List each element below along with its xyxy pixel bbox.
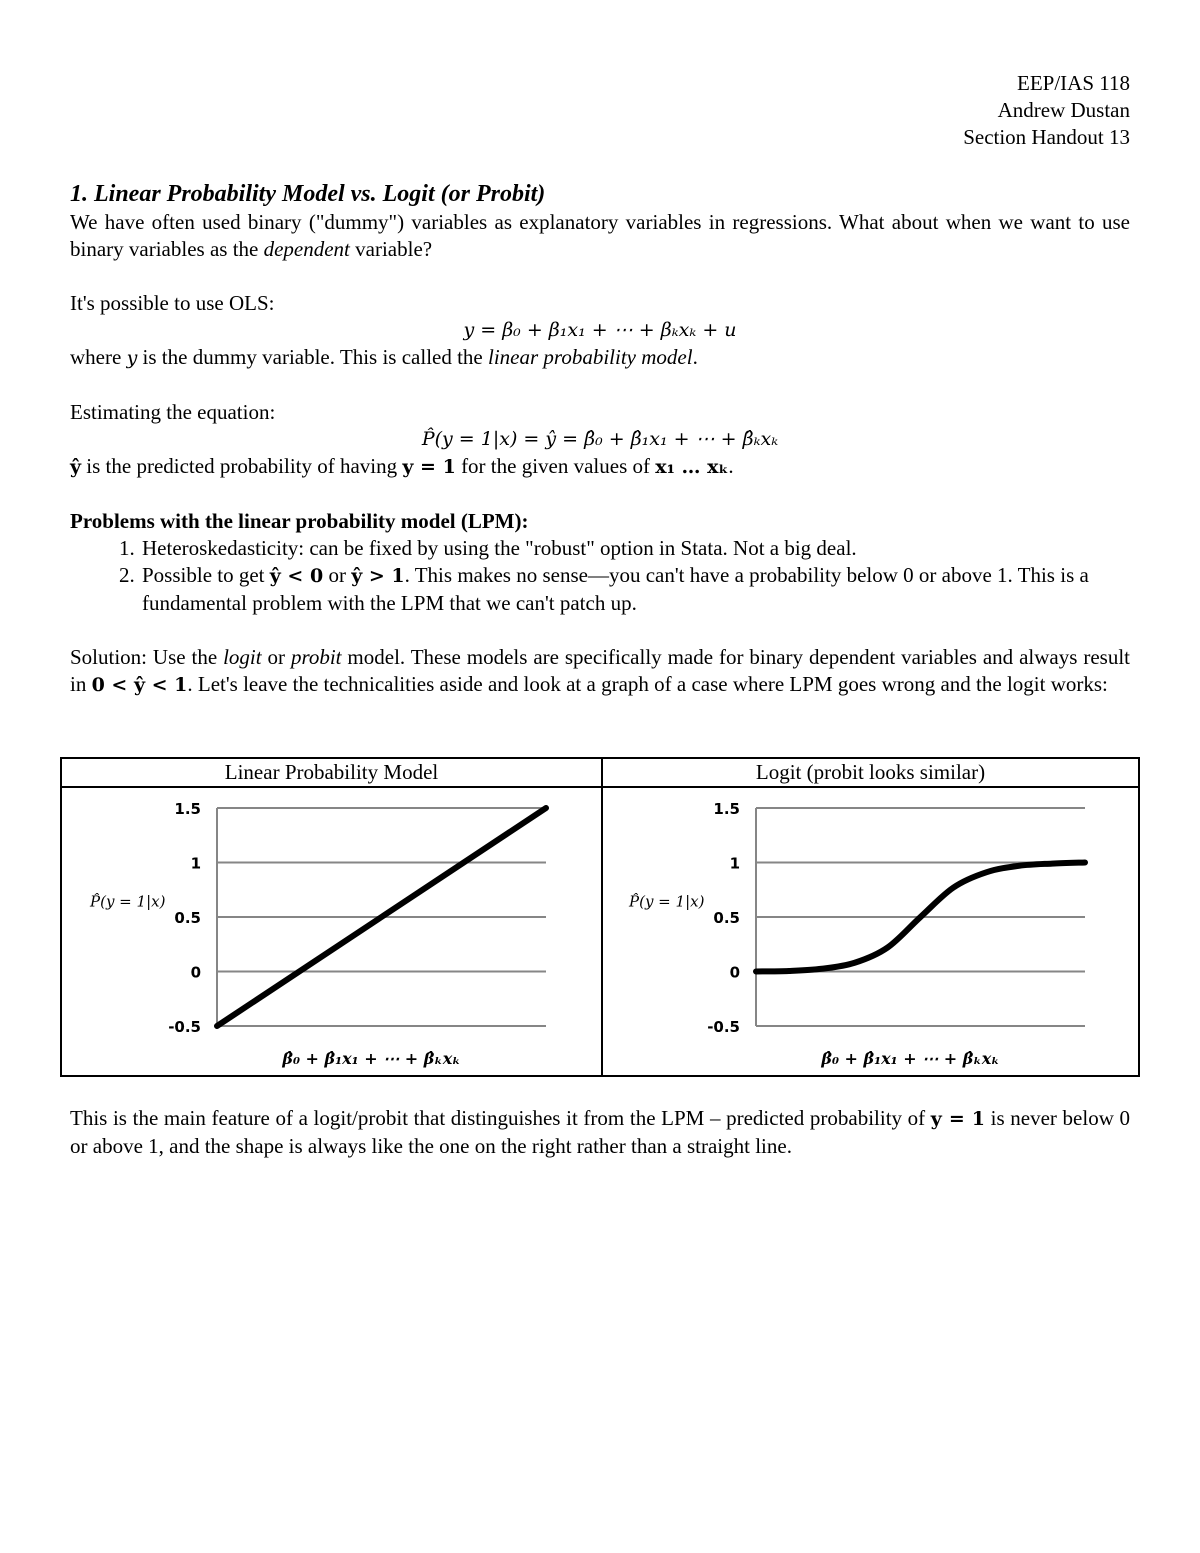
y-tick-label: 1.5 bbox=[174, 800, 201, 818]
chart-title: Logit (probit looks similar) bbox=[601, 759, 1140, 788]
lpm-chart-cell bbox=[62, 759, 603, 1075]
yhat-greater-one: ŷ > 1 bbox=[351, 565, 405, 587]
lpm-term: linear probability model bbox=[488, 345, 693, 369]
y-tick-label: 0 bbox=[190, 963, 201, 982]
closing-paragraph bbox=[70, 1105, 1130, 1160]
prediction-end: . bbox=[728, 454, 734, 478]
y-tick-label: 0.5 bbox=[713, 909, 740, 927]
prediction-text-2: for the given values of bbox=[455, 454, 656, 478]
where-line bbox=[70, 344, 1130, 372]
intro-end: variable? bbox=[349, 237, 433, 261]
author-name: Andrew Dustan bbox=[997, 98, 1130, 122]
closing-text: This is the main feature of a logit/probit that distinguishes it from the LPM – predicted probability of bbox=[70, 1106, 931, 1130]
y-tick-label: 1 bbox=[729, 854, 740, 873]
problems-list bbox=[70, 535, 1130, 617]
logit-chart bbox=[601, 788, 1140, 1075]
prediction-line bbox=[70, 453, 1130, 481]
prediction-text: is the predicted probability of having bbox=[81, 454, 403, 478]
lpm-chart bbox=[62, 788, 599, 1075]
y-tick-label: 1 bbox=[190, 854, 201, 873]
section-title: 1. Linear Probability Model vs. Logit (or Probit) bbox=[70, 181, 546, 207]
y-equals-one: y = 1 bbox=[402, 456, 456, 478]
item2-text: Possible to get bbox=[142, 563, 270, 587]
intro-paragraph bbox=[70, 209, 1130, 263]
ols-equation: y = β₀ + β₁x₁ + ⋯ + βₖxₖ + u bbox=[463, 319, 737, 341]
y-tick-label: 0 bbox=[729, 963, 740, 982]
intro-emphasis: dependent bbox=[263, 237, 350, 261]
ols-line: It's possible to use OLS: bbox=[70, 291, 275, 315]
solution-or: or bbox=[261, 645, 291, 669]
solution-text-3: . Let's leave the technicalities aside and look at a graph of a case where LPM goes wrong and the logit works: bbox=[187, 672, 1108, 696]
problems-heading: Problems with the linear probability model (LPM): bbox=[70, 509, 529, 533]
closing-text-2: is never below 0 or above 1, and the shape is always like the one on the right rather than a straight line. bbox=[70, 1106, 1130, 1158]
charts-table bbox=[60, 757, 1140, 1077]
x-axis-label: β̂₀ + β̂₁x₁ + ⋯ + β̂ₖxₖ bbox=[821, 1049, 1000, 1068]
list-item bbox=[140, 562, 1130, 617]
solution-text-2: model. These models are specifically made for binary dependent variables and always result in bbox=[70, 645, 1130, 696]
estimating-line: Estimating the equation: bbox=[70, 400, 276, 424]
y-tick-label: -0.5 bbox=[168, 1018, 201, 1036]
item2-text-2: . This makes no sense—you can't have a probability below 0 or above 1. This is a fundamental problem with the LPM that we can't patch up. bbox=[142, 563, 1089, 615]
where-text: where bbox=[70, 345, 127, 369]
y-tick-label: 0.5 bbox=[174, 909, 201, 927]
estimated-equation: P̂(y = 1|x) = ŷ = β̂₀ + β̂₁x₁ + ⋯ + β̂ₖxₖ bbox=[421, 428, 779, 450]
where-end: . bbox=[692, 345, 698, 369]
where-variable: y bbox=[126, 347, 138, 369]
yhat-symbol: ŷ bbox=[70, 456, 82, 478]
probability-bounds: 0 < ŷ < 1 bbox=[91, 674, 188, 696]
course-code: EEP/IAS 118 bbox=[1017, 71, 1130, 95]
logit-term: logit bbox=[223, 645, 262, 669]
where-text-2: is the dummy variable. This is called the bbox=[137, 345, 489, 369]
header bbox=[70, 70, 1130, 151]
y-axis-label: P̂(y = 1|x) bbox=[629, 892, 705, 911]
list-item: 1. Heteroskedasticity: can be fixed by using the "robust" option in Stata. Not a big deal. bbox=[140, 535, 1130, 562]
probit-term: probit bbox=[290, 645, 342, 669]
handout-number: Section Handout 13 bbox=[963, 125, 1130, 149]
chart-title: Linear Probability Model bbox=[62, 759, 601, 788]
y-equals-one: y = 1 bbox=[930, 1108, 985, 1130]
item2-or: or bbox=[323, 563, 352, 587]
y-axis-label: P̂(y = 1|x) bbox=[90, 892, 166, 911]
handout-page bbox=[70, 70, 1130, 699]
intro-text: We have often used binary ("dummy") variables as explanatory variables in regressions. What about when we want to use binary variables as the bbox=[70, 210, 1130, 261]
yhat-less-zero: ŷ < 0 bbox=[269, 565, 324, 587]
x-axis-label: β̂₀ + β̂₁x₁ + ⋯ + β̂ₖxₖ bbox=[282, 1049, 461, 1068]
x-range: x₁ … xₖ bbox=[655, 456, 729, 478]
y-tick-label: 1.5 bbox=[713, 800, 740, 818]
solution-text: Solution: Use the bbox=[70, 645, 224, 669]
solution-paragraph bbox=[70, 644, 1130, 699]
logit-chart-cell bbox=[601, 759, 1140, 1075]
y-tick-label: -0.5 bbox=[707, 1018, 740, 1036]
